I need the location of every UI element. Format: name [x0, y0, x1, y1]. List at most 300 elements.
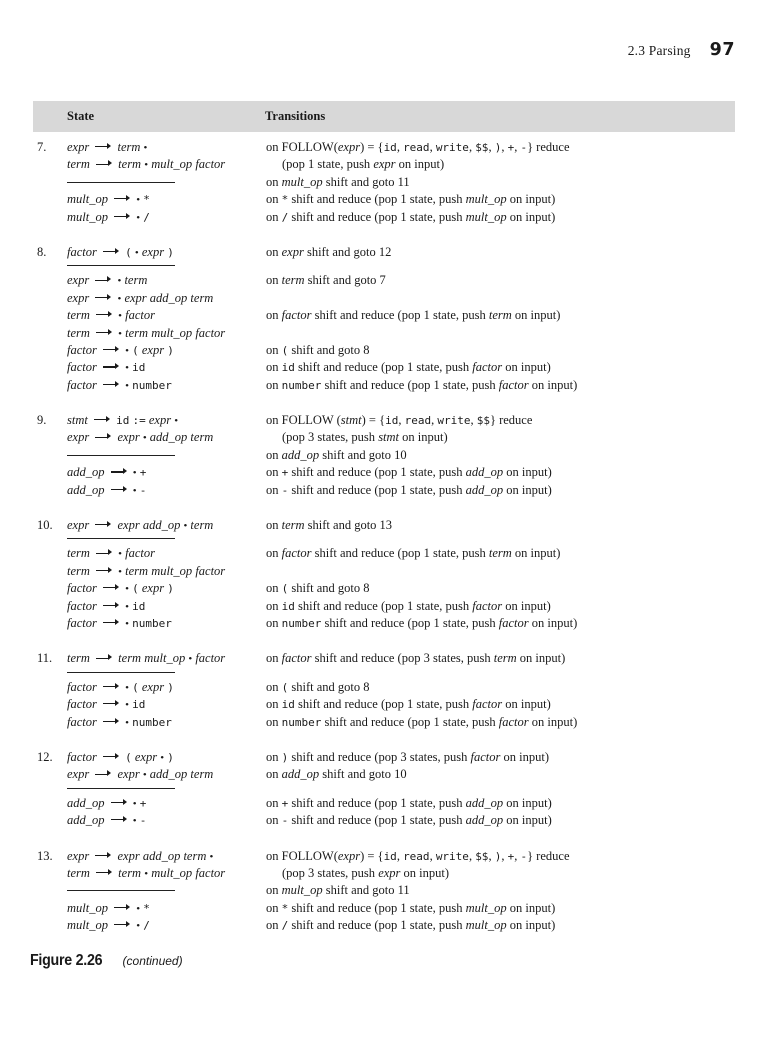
nonterminal-symbol: mult_op — [151, 325, 193, 340]
state-number — [37, 447, 67, 464]
transition-text: on ( shift and goto 8 — [266, 342, 370, 357]
state-number — [37, 359, 67, 376]
terminal-symbol: id — [281, 698, 295, 712]
nonterminal-symbol: mult_op — [151, 563, 193, 578]
production-arrow-icon — [96, 548, 112, 557]
nonterminal-symbol: mult_op — [465, 900, 507, 915]
terminal-symbol: id — [385, 414, 399, 428]
lr-item-production — [67, 917, 266, 934]
nonterminal-symbol: factor — [125, 546, 156, 561]
terminal-symbol: ) — [494, 141, 502, 154]
production-arrow-icon — [95, 275, 111, 284]
nonterminal-symbol: factor — [67, 598, 97, 613]
lr-item-dot-icon: • — [142, 432, 147, 445]
transition-text: on / shift and reduce (pop 1 state, push mult_op on input) — [266, 918, 556, 933]
state-block — [37, 412, 761, 499]
nonterminal-symbol: add_op — [149, 430, 188, 445]
production-arrow-icon — [95, 142, 111, 151]
lr-item-production — [67, 429, 266, 446]
terminal-symbol: read — [404, 414, 432, 428]
state-separator-row — [37, 784, 761, 795]
transition-text: on id shift and reduce (pop 1 state, push factor on input) — [266, 697, 551, 712]
transition-text: on term shift and goto 7 — [266, 273, 386, 288]
state-row — [37, 679, 761, 696]
terminal-symbol: - — [281, 814, 289, 828]
separator-cell — [67, 882, 266, 899]
terminal-symbol: - — [281, 483, 289, 497]
production-arrow-icon — [103, 583, 119, 592]
terminal-symbol: ) — [494, 849, 502, 863]
lr-item-dot-icon: • — [174, 415, 179, 428]
state-row — [37, 865, 761, 882]
state-row — [37, 545, 761, 562]
transition-text: (pop 3 states, push expr on input) — [282, 865, 450, 880]
terminal-symbol: ) — [167, 245, 174, 259]
state-row — [37, 598, 761, 615]
nonterminal-symbol: add_op — [67, 813, 105, 828]
state-row — [37, 377, 761, 394]
lr-item-production — [67, 812, 266, 829]
nonterminal-symbol: factor — [498, 377, 529, 392]
terminal-symbol: ( — [281, 343, 289, 357]
terminal-symbol: id — [383, 141, 397, 154]
state-row — [37, 482, 761, 499]
state-row — [37, 615, 761, 632]
nonterminal-symbol: expr — [67, 430, 90, 445]
lr-item-production — [67, 848, 266, 865]
state-separator-row — [37, 882, 761, 899]
nonterminal-symbol: factor — [498, 615, 529, 630]
state-number — [37, 545, 67, 562]
production-arrow-icon — [103, 362, 119, 371]
terminal-symbol: + — [281, 796, 289, 810]
production-arrow-icon — [95, 851, 111, 860]
terminal-symbol: - — [520, 141, 528, 154]
terminal-symbol: ) — [167, 582, 174, 596]
terminal-symbol: id — [383, 849, 397, 863]
lr-item-dot-icon: • — [125, 716, 129, 729]
state-row — [37, 272, 761, 289]
terminal-symbol: number — [132, 378, 172, 392]
lr-item-production — [67, 545, 266, 562]
state-number — [37, 342, 67, 359]
nonterminal-symbol: term — [124, 273, 148, 288]
separator-cell — [67, 534, 266, 545]
nonterminal-symbol: term — [488, 546, 512, 561]
terminal-symbol: write — [437, 414, 471, 428]
state-row — [37, 342, 761, 359]
state-number — [37, 290, 67, 307]
state-number — [37, 534, 67, 545]
state-separator-row — [37, 261, 761, 272]
terminal-symbol: ) — [167, 680, 174, 694]
terminal-symbol: / — [143, 210, 150, 224]
lr-item-production — [67, 865, 266, 882]
terminal-symbol: read — [403, 849, 430, 863]
state-row — [37, 848, 761, 865]
nonterminal-symbol: expr — [67, 273, 90, 288]
nonterminal-symbol: factor — [67, 244, 97, 259]
production-arrow-icon — [96, 328, 112, 337]
nonterminal-symbol: factor — [67, 749, 97, 764]
production-arrow-icon — [114, 903, 130, 912]
states-body — [37, 139, 761, 934]
lr-item-dot-icon: • — [144, 867, 149, 880]
nonterminal-symbol: stmt — [67, 413, 88, 428]
nonterminal-symbol: factor — [195, 325, 226, 340]
lr-item-production — [67, 307, 266, 324]
state-block — [37, 650, 761, 731]
terminal-symbol: $$ — [475, 849, 489, 863]
nonterminal-symbol: term — [67, 157, 90, 172]
state-number — [37, 900, 67, 917]
lr-item-production — [67, 191, 266, 208]
nonterminal-symbol: term — [67, 651, 90, 666]
nonterminal-symbol: mult_op — [67, 900, 108, 915]
item-separator-line — [67, 538, 175, 539]
lr-item-dot-icon: • — [118, 565, 123, 578]
figure-caption — [30, 952, 761, 970]
terminal-symbol: ( — [132, 680, 139, 694]
nonterminal-symbol: factor — [67, 679, 97, 694]
state-number — [37, 917, 67, 934]
state-block — [37, 139, 761, 226]
transition-text — [266, 261, 761, 272]
nonterminal-symbol: expr — [117, 518, 140, 533]
state-number — [37, 766, 67, 783]
item-separator-line — [67, 672, 175, 673]
lr-item-production — [67, 679, 266, 696]
state-separator-row — [37, 174, 761, 191]
table-header-row — [33, 101, 735, 132]
transition-text: on * shift and reduce (pop 1 state, push mult_op on input) — [266, 900, 556, 915]
transition-text: on - shift and reduce (pop 1 state, push add_op on input) — [266, 813, 552, 828]
state-row — [37, 429, 761, 446]
lr-item-production — [67, 900, 266, 917]
nonterminal-symbol: mult_op — [67, 192, 108, 207]
lr-item-dot-icon: • — [188, 653, 193, 666]
production-arrow-icon — [111, 798, 127, 807]
nonterminal-symbol: term — [190, 430, 214, 445]
state-number — [37, 156, 67, 173]
lr-item-production — [67, 272, 266, 289]
state-separator-row — [37, 447, 761, 464]
nonterminal-symbol: factor — [67, 714, 97, 729]
production-arrow-icon — [111, 815, 127, 824]
transition-text: on mult_op shift and goto 11 — [266, 883, 410, 898]
nonterminal-symbol: add_op — [281, 767, 320, 782]
state-row — [37, 580, 761, 597]
nonterminal-symbol: term — [125, 563, 149, 578]
transition-text: on id shift and reduce (pop 1 state, push factor on input) — [266, 598, 551, 613]
lr-item-production — [67, 325, 266, 342]
separator-cell — [67, 668, 266, 679]
state-number: 10. — [37, 518, 53, 533]
state-number — [37, 563, 67, 580]
state-row — [37, 290, 761, 307]
terminal-symbol: number — [281, 378, 322, 392]
terminal-symbol: * — [143, 193, 150, 207]
lr-item-production — [67, 412, 266, 429]
state-row — [37, 464, 761, 481]
terminal-symbol: write — [435, 141, 469, 154]
nonterminal-symbol: factor — [67, 697, 97, 712]
transition-text: on factor shift and reduce (pop 3 states, push term on input) — [266, 651, 566, 666]
transition-text: on FOLLOW(expr) = {id, read, write, $$, ), +, -} reduce — [266, 140, 570, 154]
terminal-symbol: ( — [125, 750, 132, 764]
page-header — [0, 40, 735, 60]
state-row — [37, 563, 761, 580]
state-row — [37, 359, 761, 376]
state-row — [37, 209, 761, 226]
state-row — [37, 244, 761, 261]
nonterminal-symbol: mult_op — [67, 918, 108, 933]
item-separator-line — [67, 182, 175, 183]
state-row — [37, 191, 761, 208]
transition-text — [266, 668, 761, 679]
nonterminal-symbol: factor — [67, 615, 97, 630]
lr-item-production — [67, 209, 266, 226]
transition-text — [266, 563, 761, 580]
state-row — [37, 714, 761, 731]
lr-item-production — [67, 290, 266, 307]
lr-item-dot-icon: • — [125, 583, 129, 596]
item-separator-line — [67, 455, 175, 456]
transition-text — [266, 534, 761, 545]
terminal-symbol: $$ — [476, 414, 490, 428]
nonterminal-symbol: expr — [67, 518, 90, 533]
transition-text: (pop 3 states, push stmt on input) — [282, 430, 448, 445]
nonterminal-symbol: add_op — [465, 795, 504, 810]
nonterminal-symbol: term — [190, 518, 214, 533]
terminal-symbol: read — [403, 141, 430, 154]
lr-item-dot-icon: • — [125, 379, 129, 392]
nonterminal-symbol: expr — [281, 244, 304, 259]
state-number — [37, 377, 67, 394]
lr-item-dot-icon: • — [160, 751, 165, 764]
state-number: 9. — [37, 413, 47, 428]
lr-item-production — [67, 139, 266, 156]
lr-item-dot-icon: • — [136, 194, 141, 207]
nonterminal-symbol: term — [493, 651, 517, 666]
separator-cell — [67, 784, 266, 795]
nonterminal-symbol: expr — [141, 244, 165, 259]
state-block — [37, 517, 761, 632]
nonterminal-symbol: add_op — [465, 482, 504, 497]
state-number: 8. — [37, 244, 47, 259]
nonterminal-symbol: stmt — [340, 413, 362, 428]
state-number: 13. — [37, 848, 53, 863]
item-separator-line — [67, 265, 175, 266]
transition-text: on expr shift and goto 12 — [266, 244, 392, 259]
nonterminal-symbol: expr — [67, 767, 90, 782]
nonterminal-symbol: factor — [470, 749, 501, 764]
nonterminal-symbol: add_op — [67, 465, 105, 480]
transition-text: on / shift and reduce (pop 1 state, push mult_op on input) — [266, 209, 556, 224]
state-row — [37, 696, 761, 713]
lr-item-dot-icon: • — [136, 902, 141, 915]
nonterminal-symbol: mult_op — [144, 651, 186, 666]
transition-text: on ( shift and goto 8 — [266, 581, 370, 596]
transition-text: on number shift and reduce (pop 1 state, push factor on input) — [266, 377, 578, 392]
section-heading: 2.3 Parsing — [627, 43, 691, 58]
nonterminal-symbol: term — [67, 563, 90, 578]
lr-item-production — [67, 598, 266, 615]
state-number — [37, 598, 67, 615]
nonterminal-symbol: factor — [67, 581, 97, 596]
state-number — [37, 482, 67, 499]
state-number: 12. — [37, 749, 53, 764]
state-row — [37, 307, 761, 324]
state-row — [37, 650, 761, 667]
terminal-symbol: / — [281, 919, 289, 933]
nonterminal-symbol: factor — [67, 360, 97, 375]
state-number — [37, 882, 67, 899]
nonterminal-symbol: factor — [472, 360, 503, 375]
lr-item-production — [67, 615, 266, 632]
nonterminal-symbol: expr — [117, 767, 140, 782]
nonterminal-symbol: term — [67, 308, 90, 323]
lr-item-dot-icon: • — [118, 310, 123, 323]
state-separator-row — [37, 534, 761, 545]
lr-item-production — [67, 342, 266, 359]
nonterminal-symbol: mult_op — [67, 209, 108, 224]
nonterminal-symbol: expr — [378, 865, 401, 880]
terminal-symbol: := — [132, 414, 146, 428]
transition-text — [266, 784, 761, 795]
lr-item-production — [67, 464, 266, 481]
nonterminal-symbol: add_op — [465, 813, 504, 828]
terminal-symbol: + — [507, 849, 515, 863]
state-number — [37, 307, 67, 324]
state-number — [37, 191, 67, 208]
lr-item-production — [67, 749, 266, 766]
state-number: 7. — [37, 140, 47, 154]
terminal-symbol: + — [507, 141, 515, 154]
nonterminal-symbol: mult_op — [465, 209, 507, 224]
transition-text — [266, 290, 761, 307]
production-arrow-icon — [114, 212, 130, 221]
production-arrow-icon — [114, 920, 130, 929]
state-separator-row — [37, 668, 761, 679]
production-arrow-icon — [114, 194, 130, 203]
state-block — [37, 749, 761, 830]
lr-item-dot-icon: • — [209, 850, 214, 863]
nonterminal-symbol: factor — [67, 377, 97, 392]
terminal-symbol: id — [132, 361, 146, 375]
lr-item-dot-icon: • — [125, 699, 129, 712]
terminal-symbol: - — [139, 483, 147, 497]
nonterminal-symbol: expr — [373, 157, 396, 172]
lr-item-production — [67, 714, 266, 731]
state-row — [37, 412, 761, 429]
transition-text: on + shift and reduce (pop 1 state, push add_op on input) — [266, 465, 552, 480]
nonterminal-symbol: term — [281, 273, 305, 288]
state-row — [37, 139, 761, 156]
lr-item-production — [67, 377, 266, 394]
nonterminal-symbol: expr — [141, 581, 165, 596]
transition-text: on factor shift and reduce (pop 1 state, push term on input) — [266, 546, 561, 561]
nonterminal-symbol: expr — [67, 848, 90, 863]
nonterminal-symbol: add_op — [149, 290, 188, 305]
transition-text: on number shift and reduce (pop 1 state, push factor on input) — [266, 714, 578, 729]
nonterminal-symbol: term — [67, 546, 90, 561]
lr-item-dot-icon: • — [117, 292, 122, 305]
production-arrow-icon — [111, 485, 127, 494]
terminal-symbol: ( — [132, 343, 139, 357]
terminal-symbol: id — [116, 414, 130, 428]
nonterminal-symbol: term — [118, 157, 142, 172]
nonterminal-symbol: stmt — [378, 430, 400, 445]
nonterminal-symbol: expr — [67, 140, 90, 154]
terminal-symbol: * — [143, 901, 150, 915]
nonterminal-symbol: factor — [195, 651, 226, 666]
nonterminal-symbol: factor — [281, 651, 312, 666]
state-number — [37, 325, 67, 342]
terminal-symbol: * — [281, 901, 289, 915]
transition-text: on number shift and reduce (pop 1 state, push factor on input) — [266, 615, 578, 630]
nonterminal-symbol: term — [488, 308, 512, 323]
lr-item-dot-icon: • — [125, 600, 129, 613]
lr-item-dot-icon: • — [125, 681, 129, 694]
lr-item-dot-icon: • — [144, 159, 149, 172]
nonterminal-symbol: add_op — [67, 795, 105, 810]
production-arrow-icon — [103, 699, 119, 708]
terminal-symbol: + — [139, 796, 147, 810]
nonterminal-symbol: expr — [117, 430, 140, 445]
state-row — [37, 156, 761, 173]
lr-item-production — [67, 563, 266, 580]
nonterminal-symbol: term — [281, 518, 305, 533]
state-number — [37, 272, 67, 289]
nonterminal-symbol: add_op — [67, 482, 105, 497]
nonterminal-symbol: factor — [281, 546, 312, 561]
state-block — [37, 848, 761, 935]
lr-item-dot-icon: • — [117, 275, 122, 288]
nonterminal-symbol: term — [67, 865, 90, 880]
state-row — [37, 917, 761, 934]
nonterminal-symbol: term — [190, 767, 214, 782]
state-number — [37, 696, 67, 713]
nonterminal-symbol: mult_op — [465, 918, 507, 933]
lr-item-dot-icon: • — [132, 797, 137, 810]
nonterminal-symbol: expr — [124, 290, 147, 305]
terminal-symbol: ( — [281, 582, 289, 596]
state-number — [37, 580, 67, 597]
terminal-symbol: ( — [125, 245, 132, 259]
transition-text — [266, 325, 761, 342]
transition-text: on add_op shift and goto 10 — [266, 447, 407, 462]
transition-text: on ) shift and reduce (pop 3 states, push factor on input) — [266, 749, 549, 764]
lr-item-dot-icon: • — [125, 362, 129, 375]
transition-text: on add_op shift and goto 10 — [266, 767, 407, 782]
state-number: 11. — [37, 651, 53, 666]
terminal-symbol: ( — [281, 680, 289, 694]
terminal-symbol: - — [520, 849, 528, 863]
lr-item-dot-icon: • — [125, 344, 129, 357]
production-arrow-icon — [96, 159, 112, 168]
nonterminal-symbol: factor — [195, 563, 226, 578]
nonterminal-symbol: term — [118, 865, 142, 880]
lr-item-dot-icon: • — [183, 520, 188, 533]
terminal-symbol: id — [132, 599, 146, 613]
column-header-state: State — [67, 109, 95, 123]
lr-item-dot-icon: • — [132, 815, 137, 828]
nonterminal-symbol: mult_op — [151, 157, 193, 172]
production-arrow-icon — [95, 769, 111, 778]
nonterminal-symbol: term — [183, 848, 207, 863]
production-arrow-icon — [103, 752, 119, 761]
